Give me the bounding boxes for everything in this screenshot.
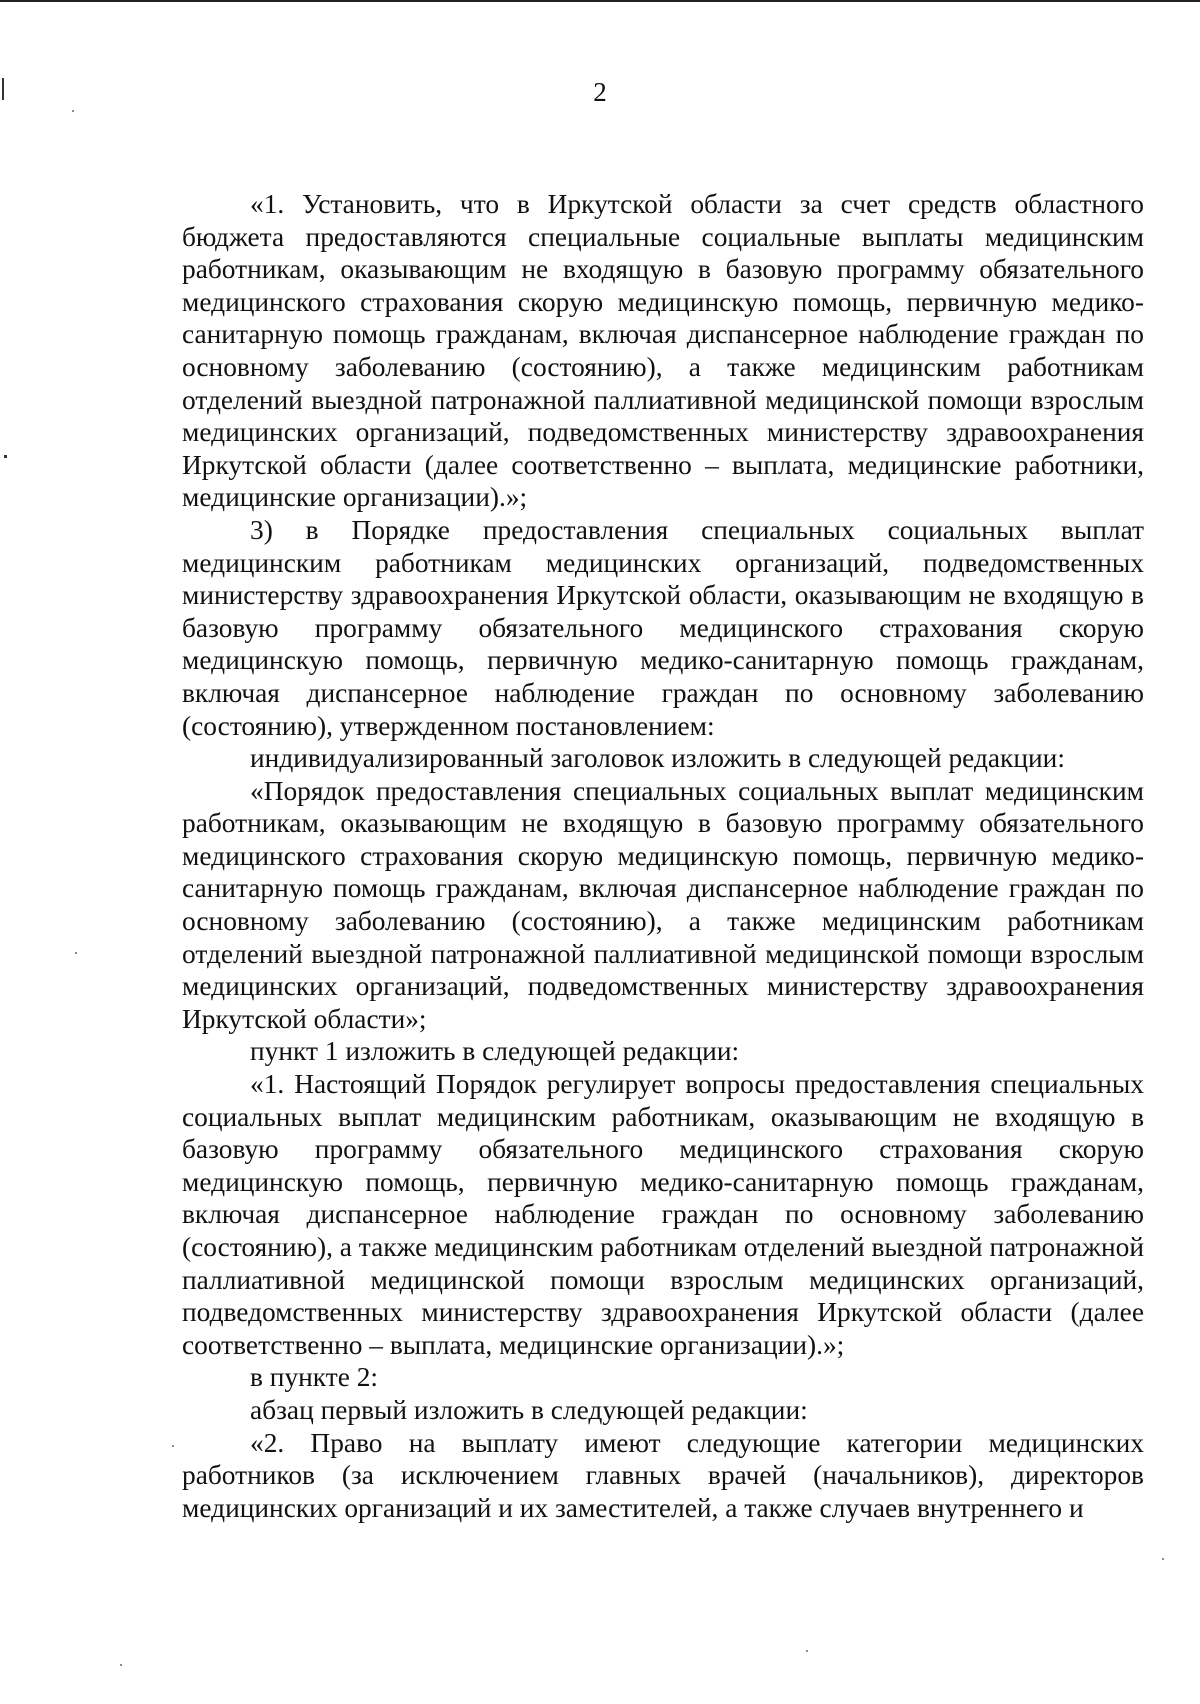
paragraph-clause-1-text: «1. Настоящий Порядок регулирует вопросы предоставления специальных социальных выплат медицинским работникам, оказывающим не входящую в базовую программу обязательного медицинского страхования скорую медицинскую помощь, первичную медико-санитарную помощь гражданам, включая диспансерное наблюдение граждан по основному заболеванию (состоянию), а также медицинским работникам отделений выездной патронажной паллиативной медицинской помощи взрослым медицинских организаций, подведомственных министерству здравоохранения Иркутской области (далее соответственно – выплата, медицинские организации).»; [182,1069,1144,1360]
paragraph-clause-2-ref: в пункте 2: [250,1362,379,1393]
scan-speck [75,952,77,954]
page-top-edge [0,0,1200,2]
paragraph-item-3-intro: 3) в Порядке предоставления специальных социальных выплат медицинским работникам медицинских организаций, подведомственных министерству здравоохранения Иркутской области, оказывающим не входящую в базовую программу обязательного медицинского страхования скорую медицинскую помощь, первичную медико-санитарную помощь гражданам, включая диспансерное наблюдение граждан по основному заболеванию (состоянию), утвержденном постановлением: [182,514,1144,741]
paragraph-heading-instruction: индивидуализированный заголовок изложить в следующей редакции: [250,743,1065,774]
paragraph-clause-2-instruction: абзац первый изложить в следующей редакции: [250,1394,808,1425]
scan-speck [120,1664,122,1666]
page-number: 2 [593,77,607,107]
scan-speck [806,1650,808,1652]
scan-speck [172,1445,174,1447]
document-body [182,188,1144,1524]
scan-speck [72,110,74,112]
paragraph-item-1-quote: «1. Установить, что в Иркутской области за счет средств областного бюджета предоставляются специальные социальные выплаты медицинским работникам, оказывающим не входящую в базовую программу обязательного медицинского страхования скорую медицинскую помощь, первичную медико-санитарную помощь гражданам, включая диспансерное наблюдение граждан по основному заболеванию (состоянию), а также медицинским работникам отделений выездной патронажной паллиативной медицинской помощи взрослым медицинских организаций, подведомственных министерству здравоохранения Иркутской области (далее соответственно – выплата, медицинские работники, медицинские организации).»; [182,189,1144,513]
scan-speck [1162,1558,1164,1560]
paragraph-clause-2-text: «2. Право на выплату имеют следующие категории медицинских работников (за исключением главных врачей (начальников), директоров медицинских организаций и их заместителей, а также случаев внутреннего и [182,1427,1144,1523]
left-edge-mark [4,455,7,458]
paragraph-clause-1-instruction: пункт 1 изложить в следующей редакции: [250,1036,740,1067]
paragraph-new-heading: «Порядок предоставления специальных социальных выплат медицинским работникам, оказывающим не входящую в базовую программу обязательного медицинского страхования скорую медицинскую помощь, первичную медико-санитарную помощь гражданам, включая диспансерное наблюдение граждан по основному заболеванию (состоянию), а также медицинским работникам отделений выездной патронажной паллиативной медицинской помощи взрослым медицинских организаций, подведомственных министерству здравоохранения Иркутской области»; [182,775,1144,1034]
